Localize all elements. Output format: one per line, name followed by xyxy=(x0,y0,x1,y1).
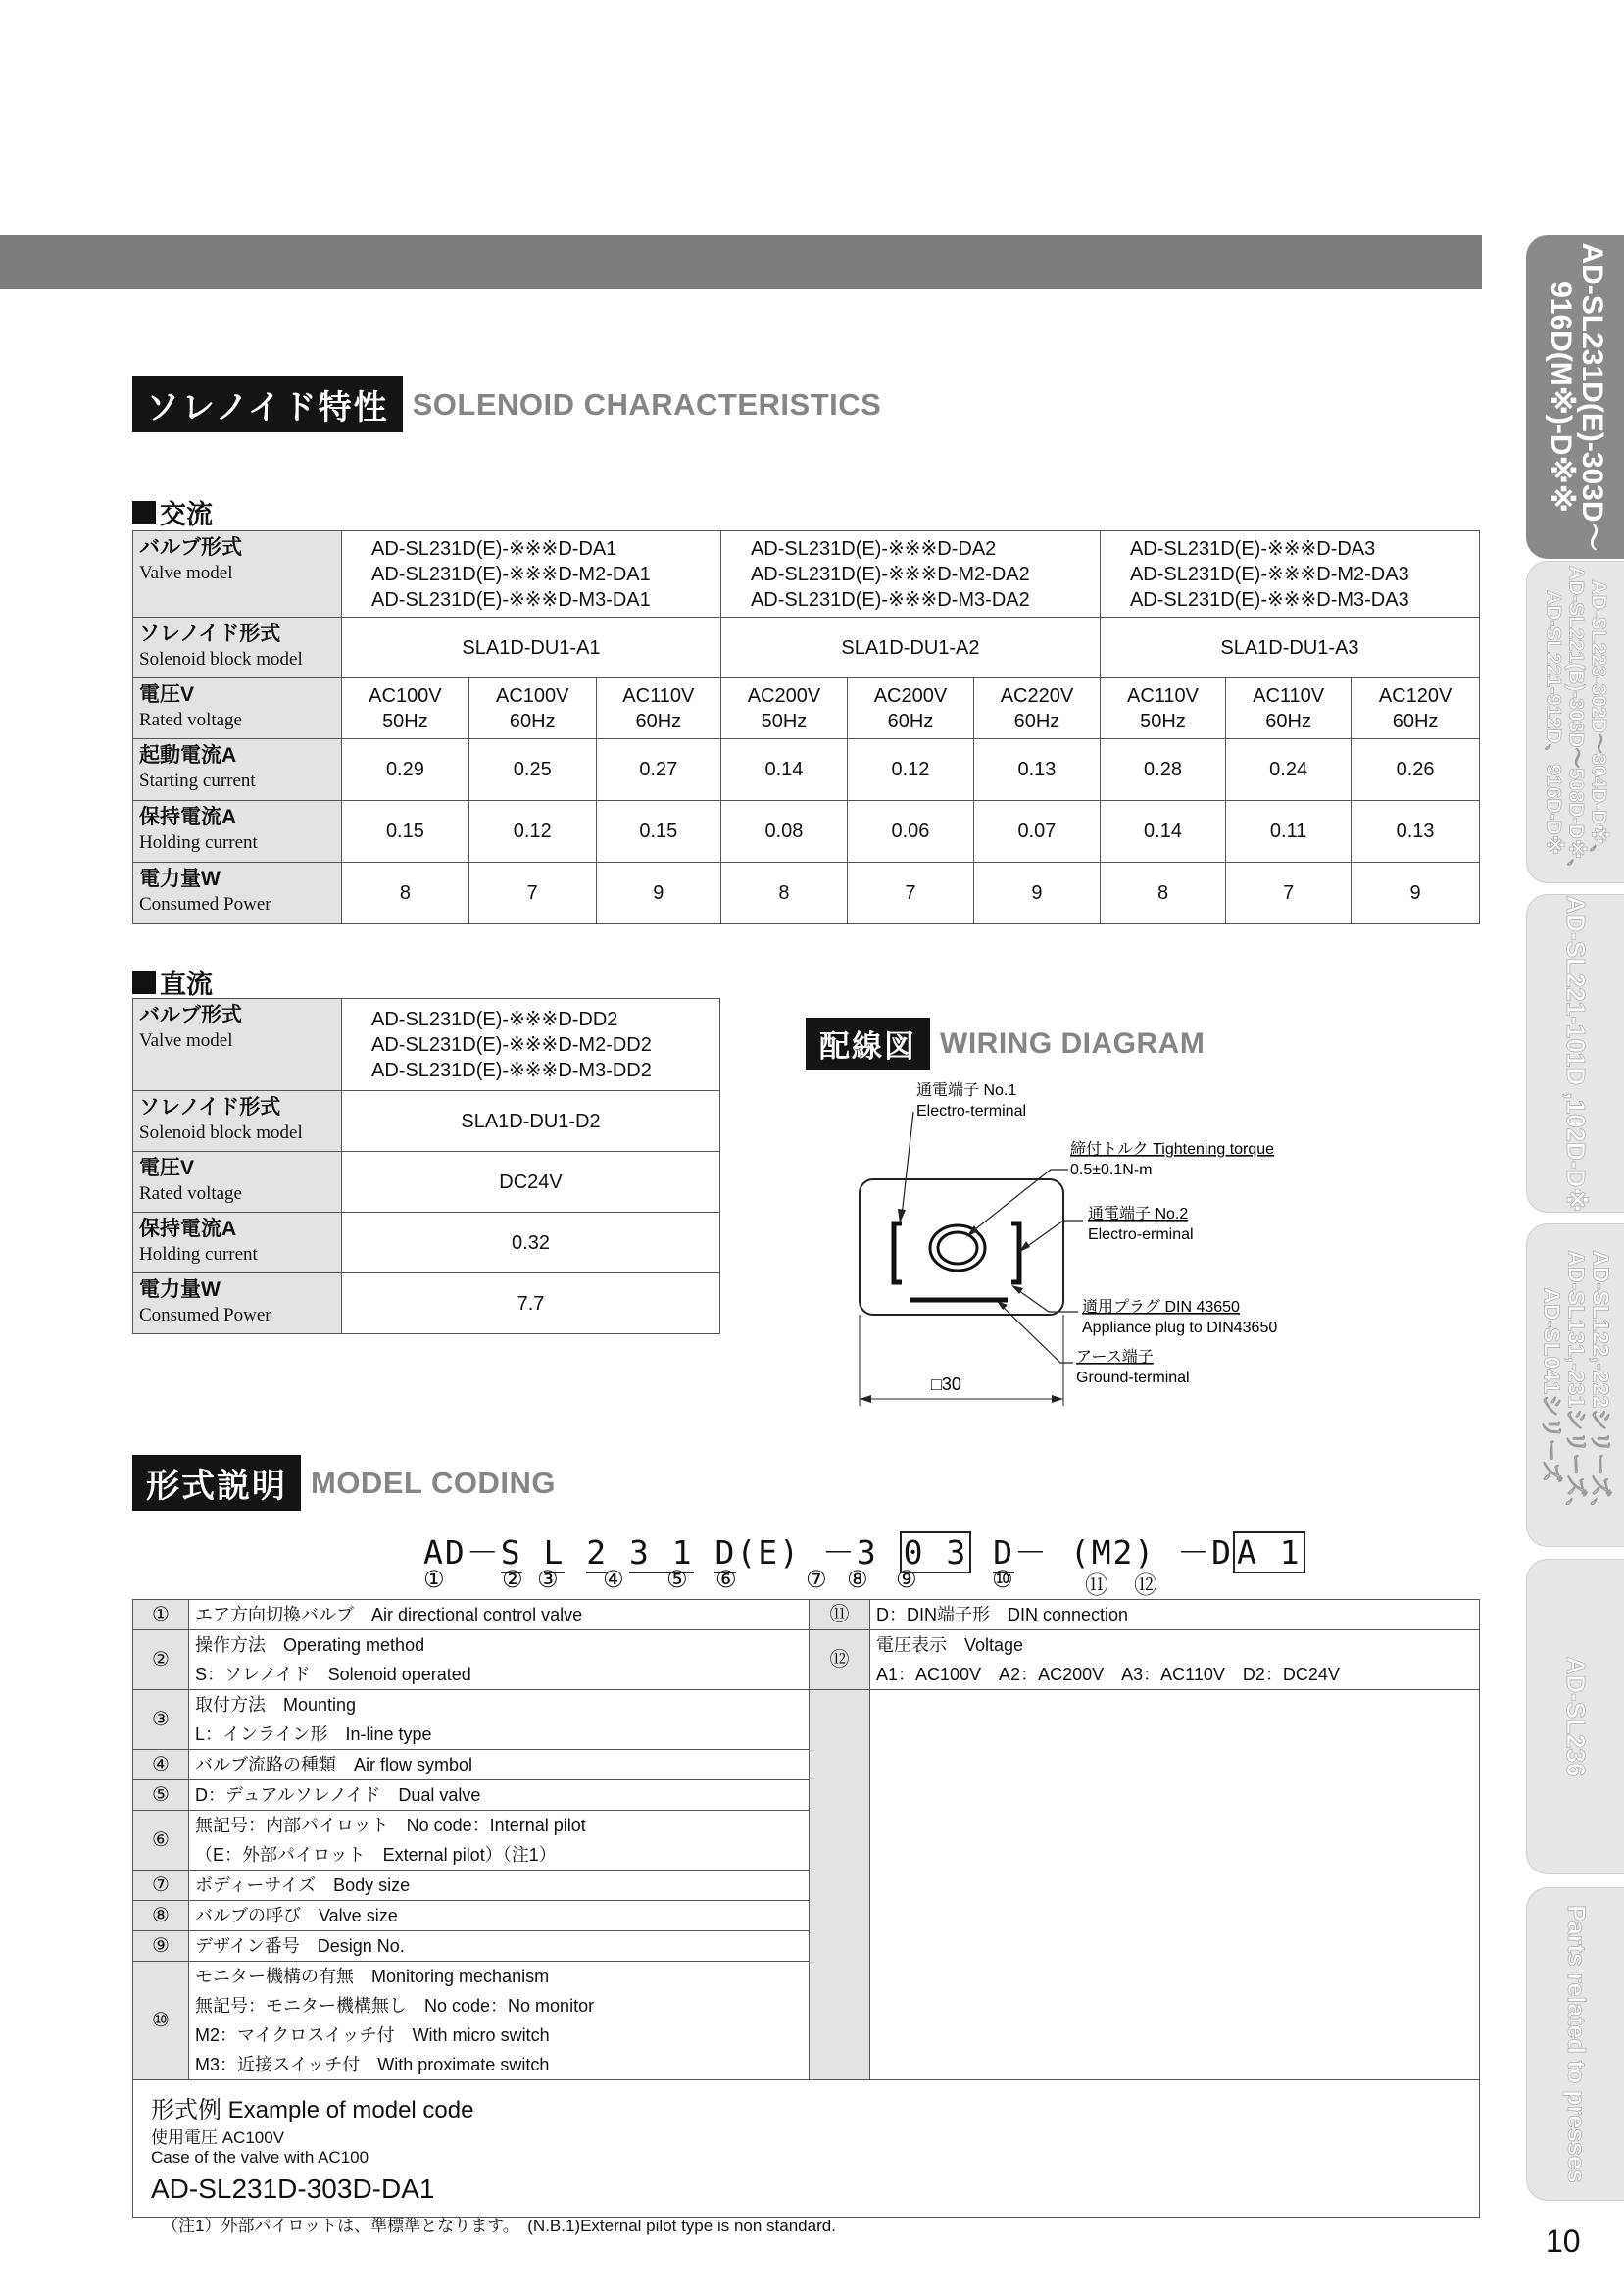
model-coding-table: ① エア方向切換バルブ Air directional control valve ⑪ D：DIN端子形 DIN connection ② 操作方法 Operating method S：ソレノイド Solenoid operated ⑫ 電圧表示 Voltage A1：AC100V A2：AC200V A3：AC110V D2：DC24V ③ 取付方法 Mounting L：インライン形 In-line type ④ バルブ流路の種類 Air flow symbol ⑤ D：デュアルソレノイド Dual valve ⑥ 無記号：内部パイロット No code：Internal pilot （E：外部パイロット External pilot）（注1） ⑦ ボディーサイズ Body size ⑧ バルブの呼び Valve size ⑨ デザイン番号 Design No. ⑩ モニター機構の有無 Monitoring mechanism 無記号：モニター機構無し No code：No monitor M2：マイクロスイッチ付 With micro switch M3：近接スイッチ付 With proximate switch 形式例 Example of model code 使用電圧 AC100V Case of the valve with AC100 AD-SL231D-303D-DA1 xyxy=(132,1599,1480,2218)
example-title: 形式例 Example of model code xyxy=(151,2097,474,2123)
voltage-cell: AC200V 50Hz xyxy=(720,678,847,739)
label-valve-model: バルブ形式 Valve model xyxy=(133,999,342,1091)
ac-group2-models: AD-SL231D(E)-※※※D-DA2 AD-SL231D(E)-※※※D-M2-DA2 AD-SL231D(E)-※※※D-M3-DA2 xyxy=(720,531,1100,618)
square-bullet-icon xyxy=(132,501,156,524)
example-line2: Case of the valve with AC100 xyxy=(151,2148,369,2167)
side-tab-sl223[interactable]: AD-SL223-302D～304D-D※、 AD-SL221(B)-303D～508D-D※、 AD-SL221-912D、916D-D※ xyxy=(1526,561,1624,883)
example-line1: 使用電圧 AC100V xyxy=(151,2128,285,2147)
label-rated-voltage: 電圧V Rated voltage xyxy=(133,1152,342,1213)
holding-cell: 0.13 xyxy=(1352,801,1480,863)
ground-label-en: Ground-terminal xyxy=(1076,1370,1190,1386)
label-holding-current: 保持電流A Holding current xyxy=(133,1213,342,1273)
solenoid-section-title xyxy=(132,376,881,432)
side-tab-sl231d[interactable]: AD-SL231D(E)-303D～ 916D(M※)-D※※ xyxy=(1526,235,1624,559)
side-tab-sl236[interactable]: AD-SL236 xyxy=(1526,1559,1624,1874)
ac-heading xyxy=(132,493,213,531)
wiring-section-title xyxy=(806,1018,1205,1070)
holding-cell: 0.12 xyxy=(468,801,596,863)
dim-arrow-left-icon xyxy=(860,1395,871,1403)
dim-arrow-right-icon xyxy=(1052,1395,1063,1403)
label-starting-current: 起動電流A Starting current xyxy=(133,739,342,801)
power-cell: 8 xyxy=(342,863,469,924)
voltage-cell: AC100V 50Hz xyxy=(342,678,469,739)
page-number: 10 xyxy=(1546,2223,1581,2259)
coding-item: 操作方法 Operating method S：ソレノイド Solenoid operated xyxy=(189,1630,810,1690)
terminal1-label-en: Electro-terminal xyxy=(916,1103,1027,1120)
ac-group1-models: AD-SL231D(E)-※※※D-DA1 AD-SL231D(E)-※※※D-M2-DA1 AD-SL231D(E)-※※※D-M3-DA1 xyxy=(342,531,721,618)
label-solenoid-block: ソレノイド形式 Solenoid block model xyxy=(133,618,342,678)
starting-cell: 0.14 xyxy=(720,739,847,801)
coding-item: バルブの呼び Valve size xyxy=(189,1901,810,1931)
dc-spec-table xyxy=(132,998,720,1334)
square-bullet-icon xyxy=(132,971,156,994)
empty-cell xyxy=(810,1690,870,2080)
starting-cell: 0.24 xyxy=(1226,739,1352,801)
dc-power: 7.7 xyxy=(342,1273,720,1334)
dc-models: AD-SL231D(E)-※※※D-DD2 AD-SL231D(E)-※※※D-M2-DD2 AD-SL231D(E)-※※※D-M3-DD2 xyxy=(342,999,720,1091)
voltage-cell: AC110V 60Hz xyxy=(1226,678,1352,739)
ac-heading-text: 交流 xyxy=(160,500,213,529)
torque-value: 0.5±0.1N-m xyxy=(1070,1162,1153,1178)
model-code-line: AD－S L 2 3 1 D(E) －3 0 3 D－ (M2) －D A 1 xyxy=(423,1527,1305,1573)
starting-cell: 0.29 xyxy=(342,739,469,801)
empty-cell xyxy=(870,1690,1480,2080)
terminal2-label-en: Electro-erminal xyxy=(1088,1226,1194,1243)
footnote: （注1）外部パイロットは、準標準となります。 (N.B.1)External pilot type is non standard. xyxy=(162,2217,836,2235)
label-consumed-power: 電力量W Consumed Power xyxy=(133,1273,342,1334)
coding-item: D：デュアルソレノイド Dual valve xyxy=(189,1780,810,1811)
dc-holding: 0.32 xyxy=(342,1213,720,1273)
starting-cell: 0.26 xyxy=(1352,739,1480,801)
holding-cell: 0.15 xyxy=(596,801,720,863)
dc-voltage: DC24V xyxy=(342,1152,720,1213)
dc-block: SLA1D-DU1-D2 xyxy=(342,1091,720,1152)
wiring-title-jp: 配線図 xyxy=(806,1018,930,1070)
holding-cell: 0.14 xyxy=(1100,801,1225,863)
coding-title-jp: 形式説明 xyxy=(132,1455,301,1511)
section-title-en: SOLENOID CHARACTERISTICS xyxy=(412,386,882,422)
label-valve-model: バルブ形式 Valve model xyxy=(133,531,342,618)
example-code: AD-SL231D-303D-DA1 xyxy=(151,2173,435,2204)
example-cell xyxy=(133,2080,1480,2218)
starting-cell: 0.25 xyxy=(468,739,596,801)
section-title-jp: ソレノイド特性 xyxy=(132,376,403,432)
coding-item: 電圧表示 Voltage A1：AC100V A2：AC200V A3：AC110V D2：DC24V xyxy=(870,1630,1480,1690)
dimension-label: □30 xyxy=(931,1374,961,1394)
starting-cell: 0.28 xyxy=(1100,739,1225,801)
starting-cell: 0.27 xyxy=(596,739,720,801)
label-holding-current: 保持電流A Holding current xyxy=(133,801,342,863)
power-cell: 9 xyxy=(596,863,720,924)
power-cell: 7 xyxy=(468,863,596,924)
terminal2-label-jp: 通電端子 No.2 xyxy=(1088,1206,1189,1222)
voltage-cell: AC200V 60Hz xyxy=(847,678,973,739)
torque-label: 締付トルク Tightening torque xyxy=(1070,1141,1275,1158)
starting-cell: 0.13 xyxy=(973,739,1100,801)
coding-title-en: MODEL CODING xyxy=(311,1465,556,1500)
voltage-cell: AC110V 60Hz xyxy=(596,678,720,739)
plug-label-en: Appliance plug to DIN43650 xyxy=(1082,1320,1278,1336)
plug-body xyxy=(860,1179,1063,1315)
holding-cell: 0.11 xyxy=(1226,801,1352,863)
holding-cell: 0.06 xyxy=(847,801,973,863)
wiring-diagram xyxy=(843,1078,1333,1422)
side-tab-sl221-101d[interactable]: AD-SL221-101D ,102D-D※ xyxy=(1526,894,1624,1213)
holding-cell: 0.07 xyxy=(973,801,1100,863)
power-cell: 8 xyxy=(1100,863,1225,924)
coding-section-title xyxy=(132,1455,556,1511)
power-cell: 7 xyxy=(1226,863,1352,924)
holding-cell: 0.08 xyxy=(720,801,847,863)
starting-cell: 0.12 xyxy=(847,739,973,801)
coding-item: D：DIN端子形 DIN connection xyxy=(870,1600,1480,1630)
coding-item: 無記号：内部パイロット No code：Internal pilot （E：外部パイロット External pilot）（注1） xyxy=(189,1811,810,1871)
voltage-cell: AC120V 60Hz xyxy=(1352,678,1480,739)
label-solenoid-block: ソレノイド形式 Solenoid block model xyxy=(133,1091,342,1152)
terminal1-label-jp: 通電端子 No.1 xyxy=(916,1082,1017,1099)
power-cell: 9 xyxy=(973,863,1100,924)
coding-item: ボディーサイズ Body size xyxy=(189,1871,810,1901)
power-cell: 9 xyxy=(1352,863,1480,924)
power-cell: 8 xyxy=(720,863,847,924)
coding-item: デザイン番号 Design No. xyxy=(189,1931,810,1962)
ac-block-2: SLA1D-DU1-A2 xyxy=(720,618,1100,678)
side-tab-sl122-series[interactable]: AD-SL122,-222シリーズ、 AD-SL131,-231シリーズ、 AD-SL041シリーズ xyxy=(1526,1223,1624,1547)
ac-block-3: SLA1D-DU1-A3 xyxy=(1100,618,1479,678)
wiring-title-en: WIRING DIAGRAM xyxy=(940,1026,1206,1060)
voltage-cell: AC110V 50Hz xyxy=(1100,678,1225,739)
label-rated-voltage: 電圧V Rated voltage xyxy=(133,678,342,739)
ac-block-1: SLA1D-DU1-A1 xyxy=(342,618,721,678)
ac-group3-models: AD-SL231D(E)-※※※D-DA3 AD-SL231D(E)-※※※D-M2-DA3 AD-SL231D(E)-※※※D-M3-DA3 xyxy=(1100,531,1479,618)
coding-item: バルブ流路の種類 Air flow symbol xyxy=(189,1750,810,1780)
power-cell: 7 xyxy=(847,863,973,924)
coding-item: エア方向切換バルブ Air directional control valve xyxy=(189,1600,810,1630)
holding-cell: 0.15 xyxy=(342,801,469,863)
ground-label-jp: アース端子 xyxy=(1076,1349,1154,1366)
label-consumed-power: 電力量W Consumed Power xyxy=(133,863,342,924)
coding-item: モニター機構の有無 Monitoring mechanism 無記号：モニター機構無し No code：No monitor M2：マイクロスイッチ付 With micro switch M3：近接スイッチ付 With proximate switch xyxy=(189,1962,810,2080)
voltage-cell: AC100V 60Hz xyxy=(468,678,596,739)
code-number-row: ① ② ③ ④ ⑤ ⑥ ⑦ ⑧ ⑨ ⑩ ⑪ ⑫ xyxy=(423,1567,1157,1599)
coding-item: 取付方法 Mounting L：インライン形 In-line type xyxy=(189,1690,810,1750)
ac-spec-table xyxy=(132,530,1480,924)
dc-heading-text: 直流 xyxy=(160,970,213,999)
plug-label-jp: 適用プラグ DIN 43650 xyxy=(1082,1299,1240,1316)
voltage-cell: AC220V 60Hz xyxy=(973,678,1100,739)
header-bar xyxy=(0,235,1482,289)
side-tab-parts-presses[interactable]: Parts related to presses xyxy=(1526,1887,1624,2201)
dc-heading xyxy=(132,963,213,1001)
